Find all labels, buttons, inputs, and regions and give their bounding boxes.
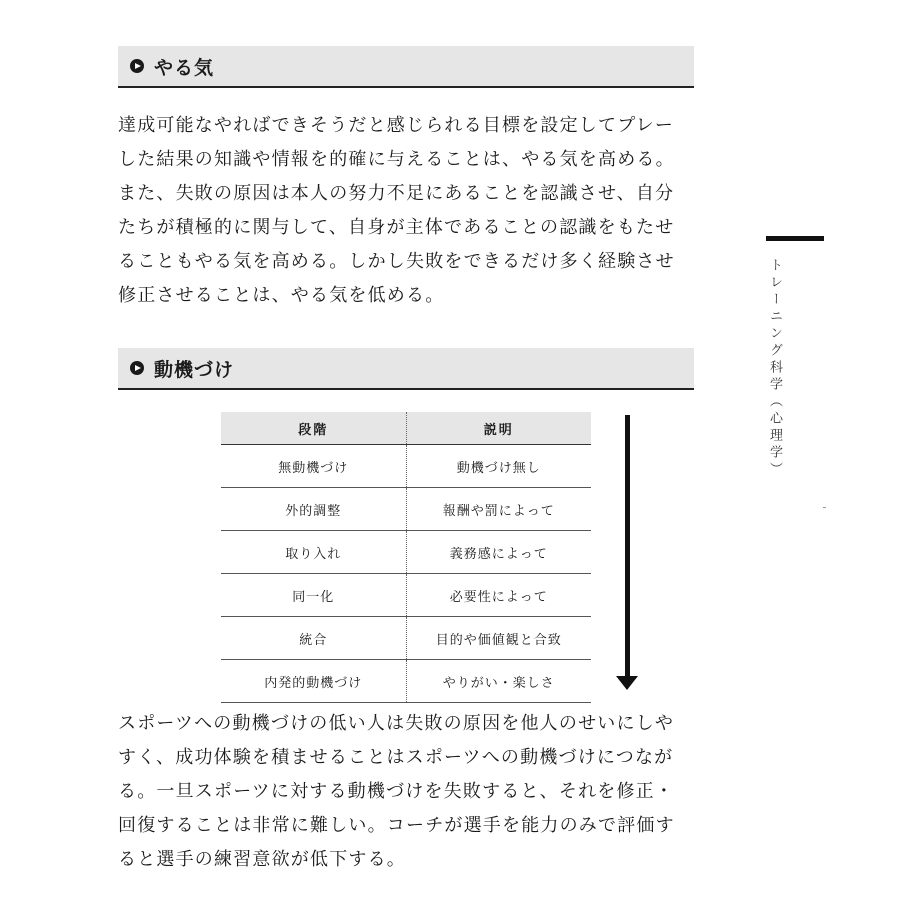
section-header-yaruki bbox=[118, 46, 694, 88]
description-cell: 目的や価値観と合致 bbox=[406, 617, 591, 660]
section-title: やる気 bbox=[154, 56, 215, 79]
paragraph-line: した結果の知識や情報を的確に与えることは、やる気を高める。 bbox=[118, 149, 675, 170]
section1-paragraph bbox=[118, 109, 708, 313]
paragraph-line: る。一旦スポーツに対する動機づけを失敗すると、それを修正・ bbox=[118, 781, 675, 802]
paragraph-line: たちが積極的に関与して、自身が主体であることの認識をもたせ bbox=[118, 217, 675, 238]
description-cell: 報酬や罰によって bbox=[406, 488, 591, 531]
description-cell: 必要性によって bbox=[406, 574, 591, 617]
stage-cell: 同一化 bbox=[221, 574, 406, 617]
paragraph-line: 回復することは非常に難しい。コーチが選手を能力のみで評価す bbox=[118, 815, 675, 836]
description-cell: やりがい・楽しさ bbox=[406, 660, 591, 703]
description-cell: 動機づけ無し bbox=[406, 445, 591, 488]
play-bullet-icon bbox=[130, 59, 144, 73]
column-header-description: 説明 bbox=[406, 412, 591, 445]
paragraph-line: ると選手の練習意欲が低下する。 bbox=[118, 849, 406, 870]
motivation-stages-table bbox=[221, 412, 591, 703]
section-title: 動機づけ bbox=[154, 358, 235, 381]
description-cell: 義務感によって bbox=[406, 531, 591, 574]
stage-cell: 内発的動機づけ bbox=[221, 660, 406, 703]
table-row bbox=[221, 445, 591, 488]
table-header-row bbox=[221, 412, 591, 445]
paragraph-line: 修正させることは、やる気を低める。 bbox=[118, 285, 445, 306]
column-header-stage: 段階 bbox=[221, 412, 406, 445]
stage-cell: 取り入れ bbox=[221, 531, 406, 574]
side-tab-label: トレーニング科学（心理学） bbox=[767, 258, 782, 479]
paragraph-line: ることもやる気を高める。しかし失敗をできるだけ多く経験させ bbox=[118, 251, 675, 272]
play-bullet-icon bbox=[130, 361, 144, 375]
table-row bbox=[221, 531, 591, 574]
paragraph-line: すく、成功体験を積ませることはスポーツへの動機づけにつなが bbox=[118, 747, 674, 768]
side-tab-bar bbox=[766, 236, 824, 241]
section-header-douki bbox=[118, 348, 694, 390]
paragraph-line: スポーツへの動機づけの低い人は失敗の原因を他人のせいにしや bbox=[118, 713, 675, 734]
section2-paragraph bbox=[118, 707, 708, 877]
stage-cell: 外的調整 bbox=[221, 488, 406, 531]
stage-cell: 統合 bbox=[221, 617, 406, 660]
progression-arrow-shaft bbox=[625, 415, 630, 677]
table-row bbox=[221, 488, 591, 531]
table-row bbox=[221, 574, 591, 617]
table-row bbox=[221, 617, 591, 660]
arrow-down-icon bbox=[616, 676, 638, 690]
table-row bbox=[221, 660, 591, 703]
decorative-speck bbox=[823, 507, 826, 508]
stage-cell: 無動機づけ bbox=[221, 445, 406, 488]
paragraph-line: 達成可能なやればできそうだと感じられる目標を設定してプレー bbox=[118, 115, 675, 136]
paragraph-line: また、失敗の原因は本人の努力不足にあることを認識させ、自分 bbox=[118, 183, 675, 204]
